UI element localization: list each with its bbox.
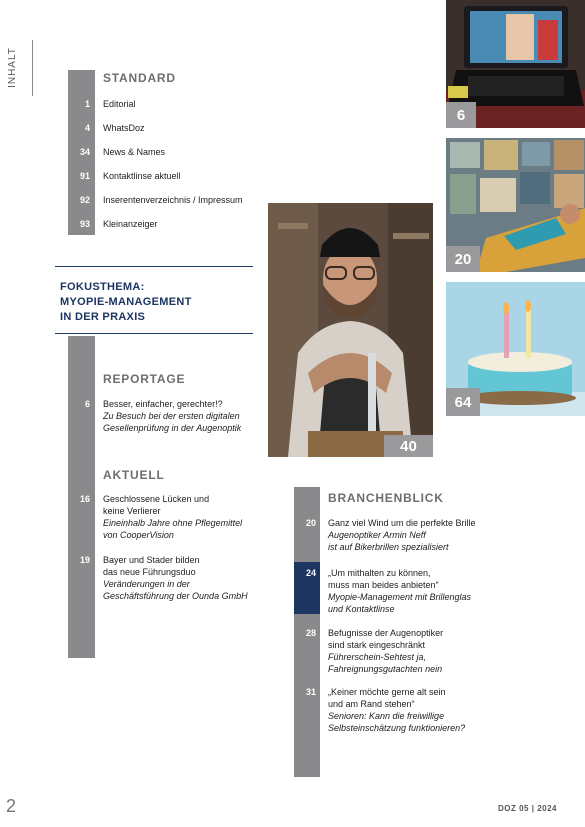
- toc-page-number: 19: [79, 555, 90, 565]
- toc-subtitle: Senioren: Kann die freiwillige: [328, 711, 445, 721]
- toc-title: News & Names: [103, 147, 166, 157]
- page-number: 2: [6, 796, 17, 816]
- toc-subtitle: Selbsteinschätzung funktionieren?: [328, 723, 466, 733]
- toc-subtitle: Augenoptiker Armin Neff: [328, 530, 426, 540]
- toc-subtitle: Geschäftsführung der Ounda GmbH: [103, 591, 248, 601]
- toc-page-number: 1: [84, 99, 90, 109]
- toc-subtitle: Fahreignungsgutachten nein: [328, 664, 443, 674]
- toc-page-number: 6: [84, 399, 90, 409]
- toc-title: Inserentenverzeichnis / Impressum: [103, 195, 243, 205]
- toc-title: Befugnisse der Augenoptiker: [328, 628, 444, 638]
- focus-bottom-rule: [55, 333, 253, 334]
- toc-entry[interactable]: [79, 493, 263, 541]
- toc-entry[interactable]: [84, 98, 136, 110]
- toc-entry[interactable]: [79, 554, 263, 602]
- toc-subtitle: Eineinhalb Jahre ohne Pflegemittel: [103, 518, 243, 528]
- toc-title: sind stark eingeschränkt: [328, 640, 426, 650]
- portrait-illustration: [268, 203, 433, 457]
- toc-entry[interactable]: [79, 170, 181, 182]
- toc-page-number: 31: [305, 687, 316, 697]
- toc-entry[interactable]: [79, 218, 158, 230]
- laptop-photo[interactable]: [446, 0, 585, 128]
- photo-page-badge: 64: [446, 388, 480, 416]
- reportage-heading: REPORTAGE: [103, 372, 186, 386]
- focus-title-line: MYOPIE-MANAGEMENT: [60, 296, 192, 308]
- toc-page-number: 93: [79, 219, 90, 229]
- toc-title: Ganz viel Wind um die perfekte Brille: [328, 518, 476, 528]
- toc-page-number: 16: [79, 494, 90, 504]
- toc-page-number: 34: [79, 147, 90, 157]
- cake-photo[interactable]: [446, 282, 585, 416]
- toc-page-number: 91: [79, 171, 90, 181]
- toc-title: Besser, einfacher, gerechter!?: [103, 399, 223, 409]
- toc-entry-highlighted[interactable]: [305, 567, 548, 615]
- toc-entry[interactable]: [79, 146, 166, 158]
- magazine-issue: DOZ 05 | 2024: [498, 804, 557, 813]
- toc-entry[interactable]: [84, 122, 145, 134]
- toc-entry[interactable]: [305, 627, 548, 675]
- toc-subtitle: Veränderungen in der: [103, 579, 190, 589]
- section-label-text: INHALT: [6, 47, 18, 88]
- toc-title: Editorial: [103, 99, 136, 109]
- toc-entry[interactable]: [305, 686, 548, 734]
- toc-page-number: 24: [305, 568, 316, 578]
- focus-title: [60, 280, 192, 325]
- section-label: [6, 40, 24, 98]
- standard-heading: STANDARD: [103, 71, 176, 85]
- branchenblick-heading: BRANCHENBLICK: [328, 491, 444, 505]
- focus-title-line: IN DER PRAXIS: [60, 311, 146, 323]
- toc-subtitle: von CooperVision: [103, 530, 174, 540]
- focus-top-rule: [55, 266, 253, 267]
- focus-title-line: FOKUSTHEMA:: [60, 281, 145, 293]
- toc-page-number: 92: [79, 195, 90, 205]
- photo-page-badge: 40: [384, 435, 433, 457]
- toc-subtitle: Zu Besuch bei der ersten digitalen: [103, 411, 240, 421]
- toc-title: „Keiner möchte gerne alt sein: [328, 687, 446, 697]
- aktuell-heading: AKTUELL: [103, 468, 165, 482]
- toc-title: keine Verlierer: [103, 506, 161, 516]
- toc-title: Kleinanzeiger: [103, 219, 158, 229]
- toc-title: „Um mithalten zu können,: [328, 568, 431, 578]
- photo-page-badge: 20: [446, 246, 480, 272]
- toc-title: und am Rand stehen“: [328, 699, 415, 709]
- toc-title: WhatsDoz: [103, 123, 145, 133]
- toc-subtitle: ist auf Bikerbrillen spezialisiert: [328, 542, 449, 552]
- toc-entry[interactable]: [79, 194, 243, 206]
- comics-photo[interactable]: [446, 138, 585, 272]
- focus-theme-block[interactable]: [55, 266, 253, 334]
- photo-page-badge: 6: [446, 102, 476, 128]
- toc-subtitle: Myopie-Management mit Brillenglas: [328, 592, 472, 602]
- toc-title: Kontaktlinse aktuell: [103, 171, 181, 181]
- portrait-photo[interactable]: [268, 203, 433, 457]
- toc-subtitle: und Kontaktlinse: [328, 604, 395, 614]
- toc-title: das neue Führungsduo: [103, 567, 196, 577]
- toc-entry[interactable]: [305, 517, 548, 553]
- toc-title: Bayer und Stader bilden: [103, 555, 200, 565]
- section-label-line: [32, 40, 33, 96]
- toc-subtitle: Führerschein-Sehtest ja,: [328, 652, 427, 662]
- toc-entry[interactable]: [84, 398, 253, 434]
- toc-title: muss man beides anbieten“: [328, 580, 439, 590]
- toc-page-number: 28: [305, 628, 316, 638]
- toc-page-number: 4: [84, 123, 90, 133]
- toc-title: Geschlossene Lücken und: [103, 494, 210, 504]
- toc-page-number: 20: [305, 518, 316, 528]
- toc-subtitle: Gesellenprüfung in der Augenoptik: [103, 423, 242, 433]
